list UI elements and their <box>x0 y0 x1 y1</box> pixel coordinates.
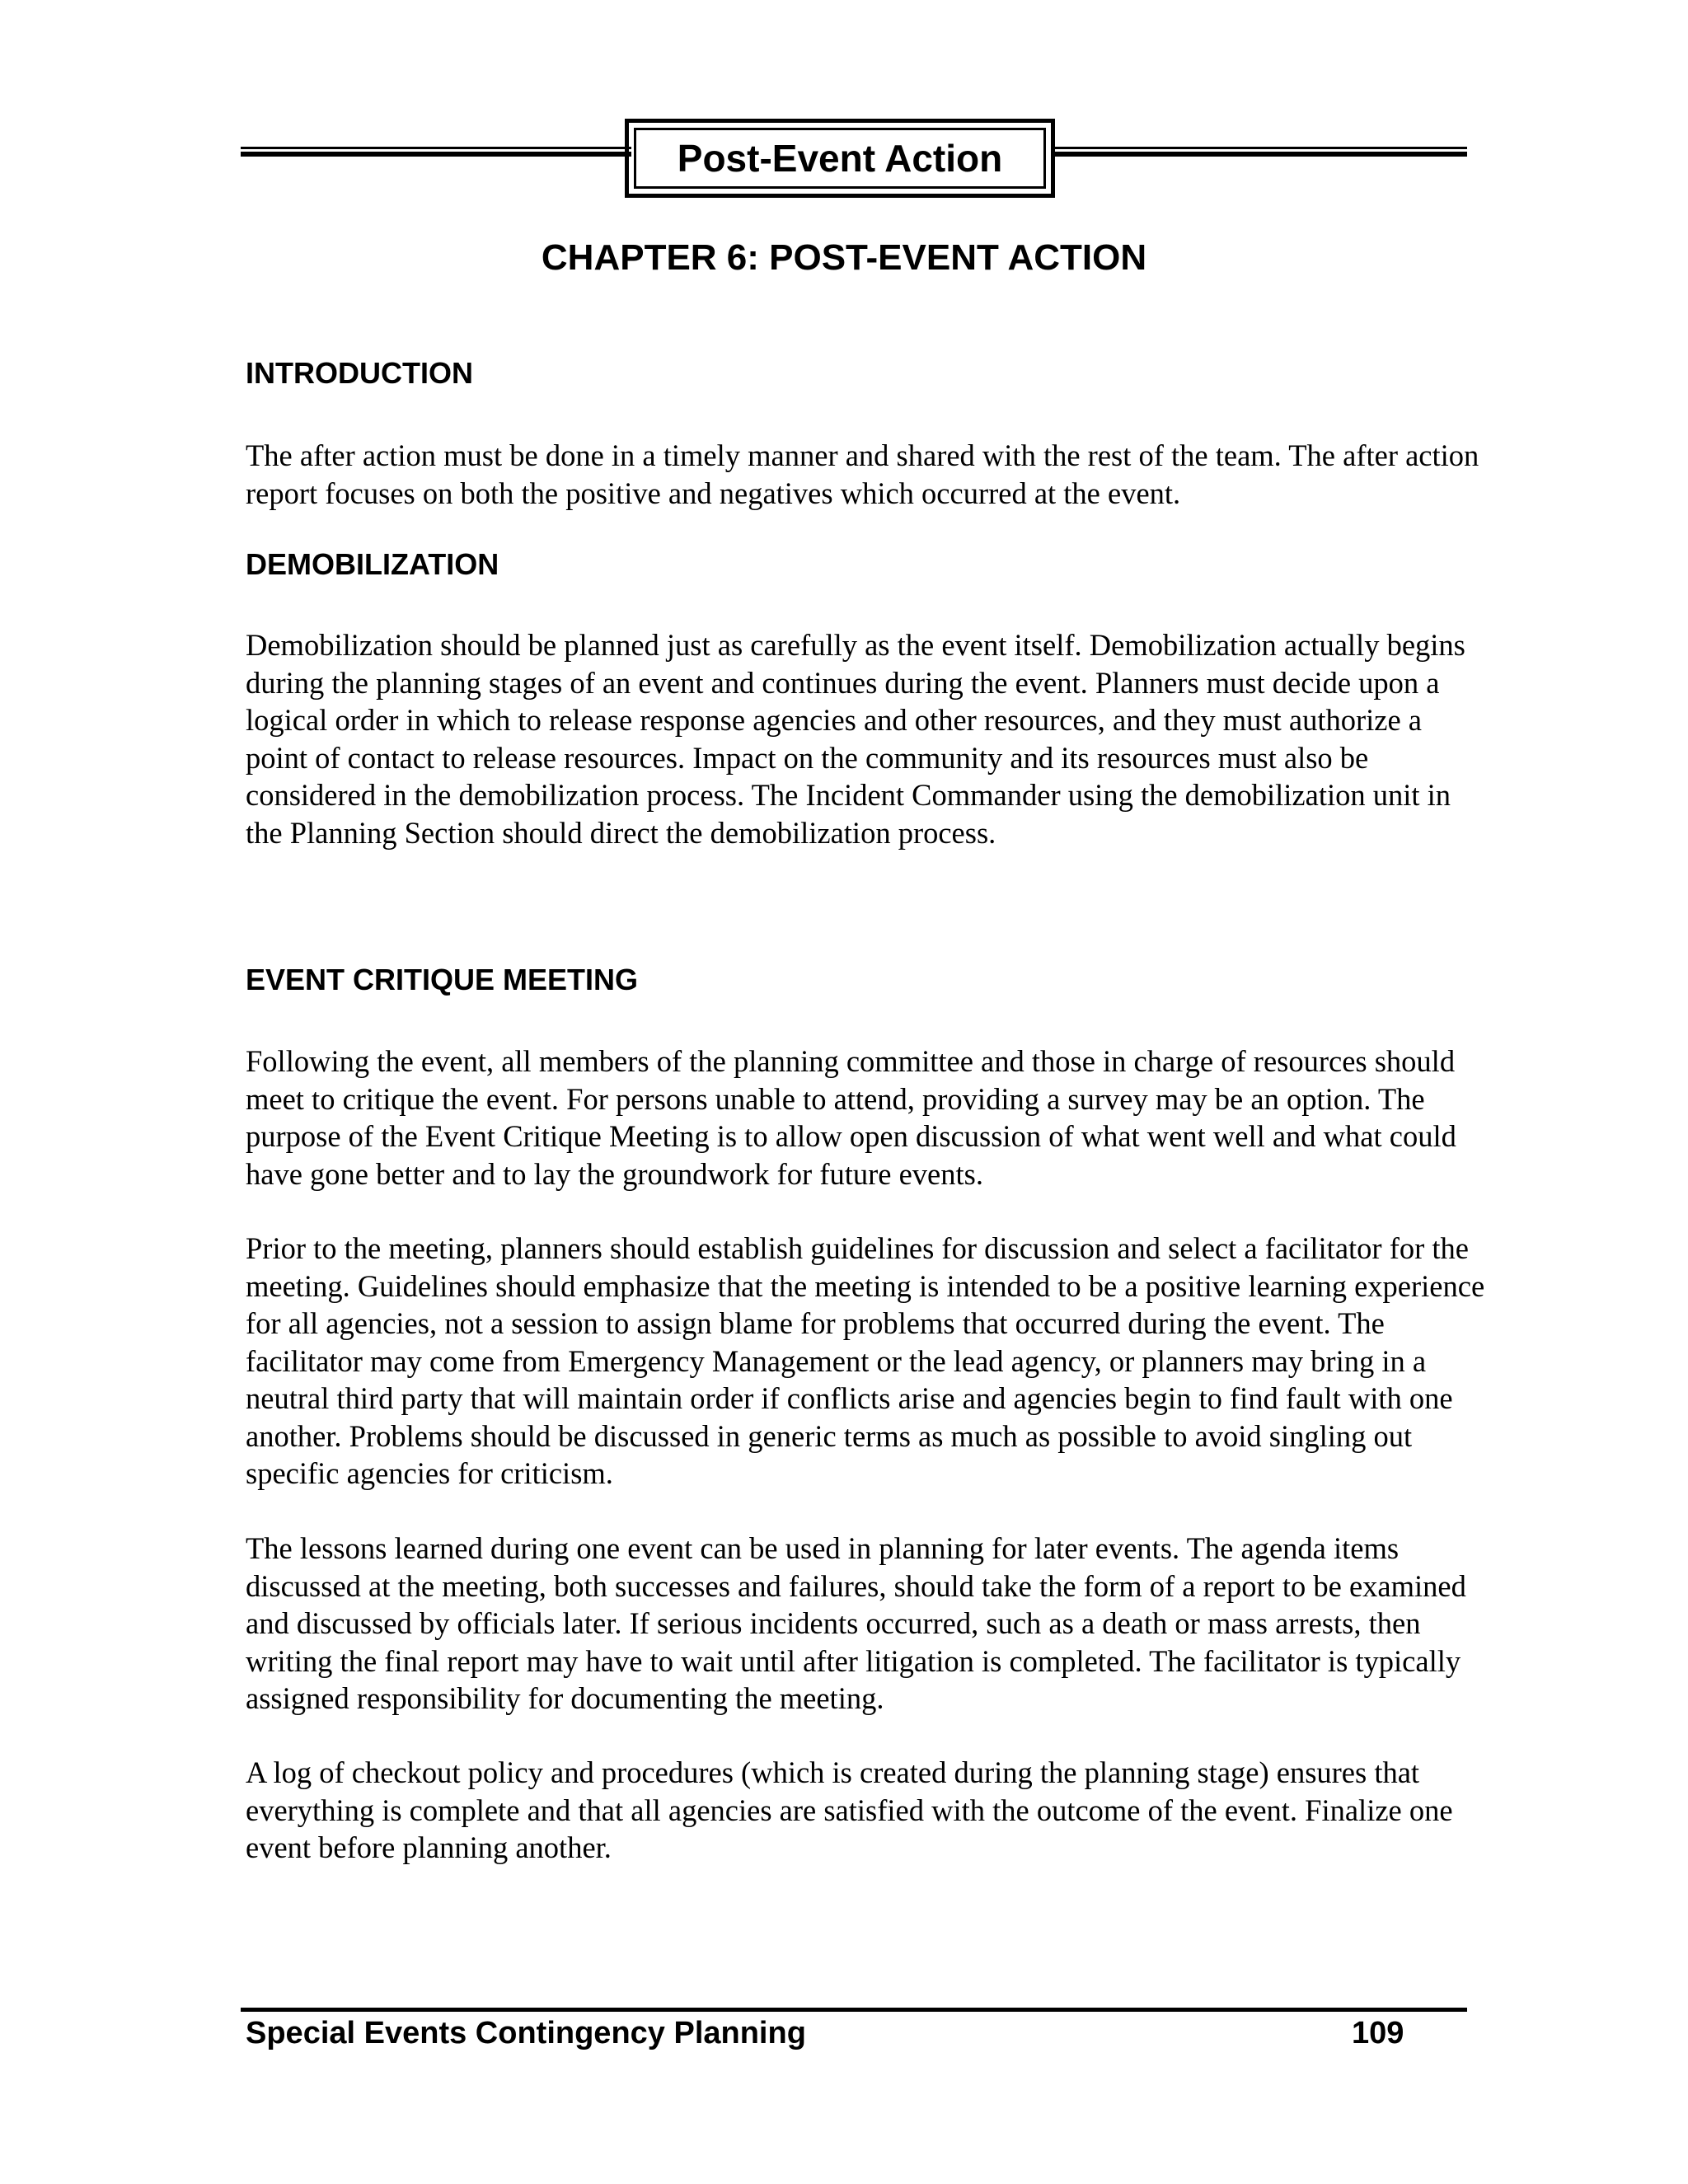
banner-box <box>625 119 1055 198</box>
banner-rule-left <box>241 147 631 157</box>
banner-rule-right <box>1055 147 1467 157</box>
section-heading-introduction: INTRODUCTION <box>246 356 473 390</box>
page-number: 109 <box>1352 2016 1404 2050</box>
section-heading-demobilization: DEMOBILIZATION <box>246 547 499 581</box>
section-banner <box>241 119 1467 198</box>
footer-title: Special Events Contingency Planning <box>246 2016 806 2050</box>
paragraph-introduction-1: The after action must be done in a timely manner and shared with the rest of the team. The after action report focuses on both the positive and negatives which occurred at the event. <box>246 438 1479 510</box>
paragraph-event-critique-1: Following the event, all members of the planning committee and those in charge of resources should meet to critique the event. For persons unable to attend, providing a survey may be an option. The purpose of the Event Critique Meeting is to allow open discussion of what went well and what could have gone better and to lay the groundwork for future events. <box>246 1044 1456 1191</box>
paragraph-event-critique-2: Prior to the meeting, planners should establish guidelines for discussion and select a facilitator for the meeting. Guidelines should emphasize that the meeting is intended to be a positive learning experience for all agencies, not a session to assign blame for problems that occurred during the event. The facilitator may come from Emergency Management or the lead agency, or planners may bring in a neutral third party that will maintain order if conflicts arise and agencies begin to find fault with one another. Problems should be discussed in generic terms as much as possible to avoid singling out specific agencies for criticism. <box>246 1231 1485 1490</box>
paragraph-event-critique-4: A log of checkout policy and procedures (which is created during the planning stage) ensures that everything is complete and that all agencies are satisfied with the outcome of the event. Finalize one event before planning another. <box>246 1755 1453 1864</box>
section-heading-event-critique: EVENT CRITIQUE MEETING <box>246 963 639 996</box>
paragraph-demobilization-1: Demobilization should be planned just as carefully as the event itself. Demobilization actually begins during the planning stages of an event and continues during the event. Planners must decide upon a logical order in which to release response agencies and other resources, and they must authorize a point of contact to release resources. Impact on the community and its resources must also be considered in the demobilization process. The Incident Commander using the demobilization unit in the Planning Section should direct the demobilization process. <box>246 628 1465 850</box>
footer-rule <box>241 2008 1467 2012</box>
chapter-title: CHAPTER 6: POST-EVENT ACTION <box>541 237 1147 278</box>
paragraph-event-critique-3: The lessons learned during one event can be used in planning for later events. The agenda items discussed at the meeting, both successes and failures, should take the form of a report to be examined and discussed by officials later. If serious incidents occurred, such as a death or mass arrests, then writing the final report may have to wait until after litigation is completed. The facilitator is typically assigned responsibility for documenting the meeting. <box>246 1531 1466 1715</box>
banner-label: Post-Event Action <box>634 128 1046 189</box>
